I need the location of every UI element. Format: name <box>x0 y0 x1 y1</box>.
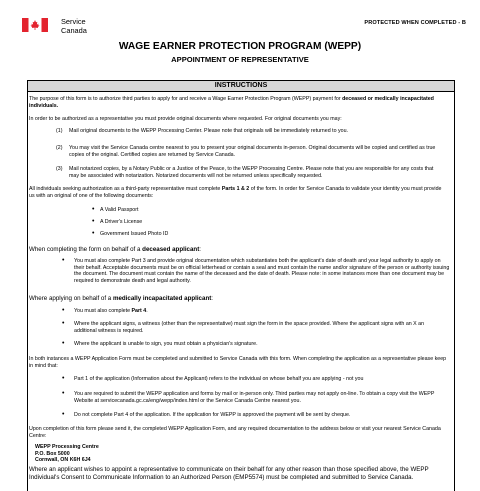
id-doc-item: A Driver's License <box>100 219 143 225</box>
deceased-heading: When completing the form on behalf of a deceased applicant: <box>29 246 201 253</box>
protected-label: PROTECTED WHEN COMPLETED - B <box>364 20 466 26</box>
both-bullet-text: Do not complete Part 4 of the application. If the application for WEPP is approved the payment will be sent by cheque. <box>74 412 351 418</box>
option-number: (2) <box>56 145 63 151</box>
form-subtitle: APPOINTMENT OF REPRESENTATIVE <box>171 55 309 64</box>
bullet-icon: • <box>62 411 65 418</box>
bullet-icon: • <box>62 375 65 382</box>
option-text: You may visit the Service Canada centre nearest to you to present your original documents in-person. Original documents will be copied and certified as true copies of the original. Certified copies are returned by Service Canada. <box>69 145 436 158</box>
intro-line-2: individuals. <box>29 102 59 109</box>
instructions-heading: INSTRUCTIONS <box>27 80 455 92</box>
option-number: (3) <box>56 166 63 172</box>
bullet-icon: • <box>62 340 65 347</box>
bullet-icon: • <box>92 206 95 213</box>
bullet-icon: • <box>62 390 65 397</box>
service-label: Service <box>61 17 86 26</box>
id-doc-item: A Valid Passport <box>100 207 139 213</box>
bullet-icon: • <box>92 218 95 225</box>
bullet-icon: • <box>62 307 65 314</box>
form-title: WAGE EARNER PROTECTION PROGRAM (WEPP) <box>118 41 362 52</box>
submit-paragraph: Upon completion of this form please send it, the completed WEPP Application Form, and any required documentation to the address below or visit your nearest Service Canada Centre: <box>29 426 441 439</box>
canada-label: Canada <box>61 26 87 35</box>
intro-line-1: The purpose of this form is to authorize third parties to apply for and receive a Wage Earner Protection Program (WEPP) payment for deceased or medically incapacitated <box>29 96 434 102</box>
mailing-address: WEPP Processing Centre P.O. Box 5000 Cornwall, ON K6H 6J4 <box>35 444 99 463</box>
option-number: (1) <box>56 128 63 134</box>
bullet-icon: • <box>62 320 65 327</box>
deceased-bullet-text: You must also complete Part 3 and provide original documentation which substantiates both the applicant's date of death and your legal authority to apply on their behalf. Acceptable documents must be on official letterhead or contain a seal and must contain the name and/or signature of the person or authority issuing the document. The document must contain the name of the deceased and the date of death. Please note: in some instances more than one document may be required to demonstrate death and legal authority. <box>74 258 450 284</box>
bullet-icon: • <box>62 257 65 264</box>
department-wordmark <box>61 17 87 35</box>
footer-paragraph: Where an applicant wishes to appoint a representative to communicate on their behalf for any other reason than those specified above, the WEPP Individual's Consent to Communicate Information to an Authorized Person (EMP5574) must be completed and submitted to Service Canada. <box>29 466 429 481</box>
intro-paragraph <box>29 96 449 109</box>
option-text: Mail original documents to the WEPP Processing Center. Please note that originals will be immediately returned to you. <box>69 128 349 134</box>
canada-flag-icon <box>22 18 48 32</box>
both-instances-paragraph: In both instances a WEPP Application Form must be completed and submitted to Service Canada with this form. When completing the application as a representative please keep in mind that: <box>29 356 447 369</box>
both-bullet-text: You are required to submit the WEPP application and forms by mail or in-person only. Third parties may not apply on-line. To obtain a copy visit the WEPP Website at servicecanada.gc.ca/eng/wepp/index.html or the Service Canada Centre nearest you. <box>74 391 435 404</box>
incapacitated-bullet-text: Where the applicant signs, a witness (other than the representative) must sign the form in the space provided. Where the applicant signs with an X an additional witness is required. <box>74 321 425 334</box>
original-docs-paragraph: In order to be authorized as a representative you must provide original documents where requested. For original documents you may: <box>29 116 342 122</box>
bullet-icon: • <box>92 230 95 237</box>
id-doc-item: Government Issued Photo ID <box>100 231 169 237</box>
incapacitated-bullet-text: You must also complete Part 4. <box>74 308 148 314</box>
identity-paragraph: All individuals seeking authorization as a third-party representative must complete Parts 1 & 2 of the form. In order for Service Canada to validate your identity you must provide us with an original of one of the following documents: <box>29 186 442 199</box>
incapacitated-heading: Where applying on behalf of a medically incapacitated applicant: <box>29 295 214 302</box>
option-text: Mail notarized copies, by a Notary Public or a Justice of the Peace, to the WEPP Processing Centre. Please note that you are responsible for any costs that may be associated with notarization. Notarized documents will not be returned unless specifically requested. <box>69 166 434 179</box>
both-bullet-text: Part 1 of the application (Information about the Applicant) refers to the individual on whose behalf you are applying - not you <box>74 376 364 382</box>
incapacitated-bullet-text: Where the applicant is unable to sign, you must obtain a physician's signature. <box>74 341 258 347</box>
